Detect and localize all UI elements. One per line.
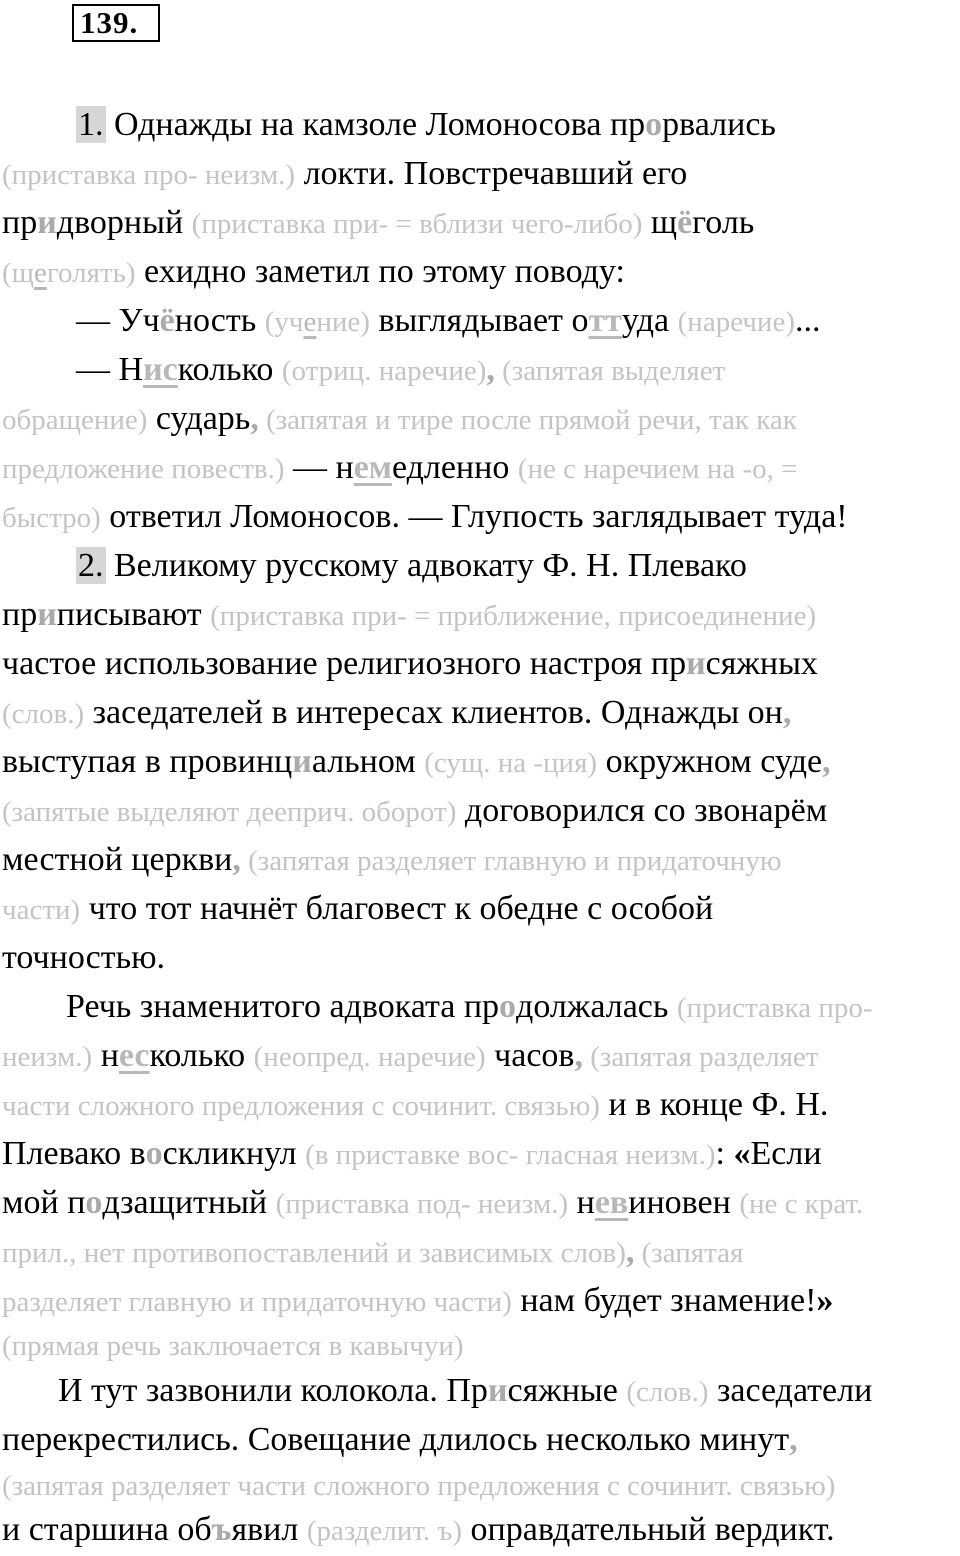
text: голь xyxy=(692,204,755,241)
text: дзащитный xyxy=(102,1184,276,1221)
text: точностью. xyxy=(2,939,166,976)
text: перекрестились. Совещание длилось несколько минут xyxy=(2,1421,790,1458)
text: сяжные xyxy=(507,1372,627,1409)
punctuation-highlight: , xyxy=(232,841,241,878)
text: частое использование религиозного настроя пр xyxy=(2,645,687,682)
underlined-spelling: ис xyxy=(143,351,178,388)
comment: (запятая выделяет xyxy=(494,355,726,387)
text-line-8 xyxy=(2,443,956,492)
comment: прил., нет противопоставлений и зависимых слов) xyxy=(2,1237,626,1269)
text: должалась xyxy=(516,988,677,1025)
vowel-highlight: о xyxy=(85,1184,103,1221)
text-line-19 xyxy=(2,982,956,1031)
text: едленно xyxy=(391,449,518,486)
quote-mark: » xyxy=(816,1282,834,1319)
text-line-26 xyxy=(2,1320,956,1369)
vowel-highlight: и xyxy=(487,1372,508,1409)
text: часов xyxy=(485,1037,575,1074)
comment: (не с наречием на -о, = xyxy=(517,453,798,485)
text: пр xyxy=(2,204,38,241)
comment: (неопред. наречие) xyxy=(253,1041,486,1073)
text-line-17 xyxy=(2,884,956,933)
comment: (разделит. ъ) xyxy=(306,1515,463,1547)
text: ехидно заметил по этому поводу: xyxy=(135,253,625,290)
text: договорился со звонарём xyxy=(456,792,828,829)
vowel-highlight: о xyxy=(499,988,517,1025)
text-line-25 xyxy=(2,1276,956,1325)
comment: (в приставке вос- гласная неизм.) xyxy=(305,1139,716,1171)
text: заседатели xyxy=(708,1372,873,1409)
comment: (приставка под- неизм.) xyxy=(275,1188,569,1220)
comment: ние) xyxy=(316,306,370,338)
text: — Н xyxy=(76,351,144,388)
comment: предложение повеств.) xyxy=(2,453,285,485)
text-line-18 xyxy=(2,933,956,982)
text: : xyxy=(715,1135,734,1172)
text: явил xyxy=(231,1511,307,1548)
comment: (запятая разделяет главную и придаточную xyxy=(240,845,782,877)
exercise-number: 139. xyxy=(72,4,160,42)
underlined-spelling: ес xyxy=(118,1037,150,1074)
paragraph-number: 1. xyxy=(78,106,104,143)
text: писывают xyxy=(56,596,211,633)
comment: (приставка про- xyxy=(676,992,873,1024)
comment: голять) xyxy=(46,257,136,289)
comment: (наречие) xyxy=(677,306,795,338)
comment: (приставка про- неизм.) xyxy=(2,159,296,191)
text: Великому русскому адвокату Ф. Н. Плевако xyxy=(105,547,747,584)
paragraph-number: 2. xyxy=(78,547,104,584)
text: пр xyxy=(2,596,38,633)
comment: (слов.) xyxy=(626,1376,709,1408)
text-line-13 xyxy=(2,688,956,737)
text: и в конце Ф. Н. xyxy=(599,1086,829,1123)
vowel-highlight: о xyxy=(145,1135,163,1172)
punctuation-highlight: , xyxy=(789,1421,798,1458)
text: мой п xyxy=(2,1184,86,1221)
vowel-highlight: и xyxy=(686,645,706,682)
underlined-spelling: ев xyxy=(594,1184,629,1221)
comment: части сложного предложения с сочинит. связью) xyxy=(2,1090,600,1122)
text: н xyxy=(92,1037,119,1074)
text: Речь знаменитого адвоката пр xyxy=(66,988,500,1025)
text: и старшина об xyxy=(2,1511,212,1548)
text-line-2 xyxy=(2,149,956,198)
text: локти. Повстречавший его xyxy=(295,155,688,192)
text: — Уч xyxy=(76,302,160,339)
punctuation-highlight: , xyxy=(250,400,259,437)
text-line-1 xyxy=(2,100,956,149)
text: щ xyxy=(642,204,678,241)
text-line-9 xyxy=(2,492,956,541)
text-line-10 xyxy=(2,541,956,590)
text: местной церкви xyxy=(2,841,233,878)
text-line-6 xyxy=(2,345,956,394)
text-line-3 xyxy=(2,198,956,247)
text: ответил Ломоносов. — Глупость заглядывает туда! xyxy=(100,498,848,535)
comment: части) xyxy=(2,894,81,926)
quote-mark: « xyxy=(733,1135,751,1172)
vowel-highlight: ё xyxy=(159,302,175,339)
punctuation-highlight: , xyxy=(782,694,792,731)
text-line-22 xyxy=(2,1129,956,1178)
underlined-spelling: тт xyxy=(588,302,622,339)
underlined-spelling: ем xyxy=(353,449,392,486)
vowel-highlight: и xyxy=(37,596,57,633)
text-line-4 xyxy=(2,247,956,296)
comment: (приставка при- = вблизи чего-либо) xyxy=(191,208,643,240)
vowel-highlight: ё xyxy=(677,204,693,241)
text: оправдательный вердикт. xyxy=(462,1511,835,1548)
comment: (не с крат. xyxy=(739,1188,864,1220)
text: ность xyxy=(174,302,265,339)
text-line-23 xyxy=(2,1178,956,1227)
vowel-highlight: о xyxy=(645,106,663,143)
text-line-11 xyxy=(2,590,956,639)
vowel-highlight: ъ xyxy=(211,1511,232,1548)
text-line-14 xyxy=(2,737,956,786)
punctuation-highlight: , xyxy=(822,743,831,780)
text: И тут зазвонили колокола. Пр xyxy=(58,1372,488,1409)
punctuation-highlight: , xyxy=(574,1037,583,1074)
text-line-16 xyxy=(2,835,956,884)
comment: (уч xyxy=(264,306,304,338)
text: выглядывает о xyxy=(369,302,589,339)
comment: обращение) xyxy=(2,404,148,436)
vowel-highlight: и xyxy=(37,204,57,241)
comment: (щ xyxy=(2,257,34,289)
text-line-27 xyxy=(2,1366,956,1415)
text: колько xyxy=(149,1037,254,1074)
comment: (отриц. наречие) xyxy=(281,355,487,387)
comment: (запятая разделяет xyxy=(582,1041,819,1073)
text-line-28 xyxy=(2,1415,956,1464)
text-line-30 xyxy=(2,1505,956,1554)
text: колько xyxy=(177,351,282,388)
comment-vowel: е xyxy=(34,257,47,289)
text: выступая в провинц xyxy=(2,743,293,780)
text: скликнул xyxy=(162,1135,306,1172)
text: окружном суде xyxy=(597,743,823,780)
comment: (запятая разделяет части сложного предложения с сочинит. связью) xyxy=(2,1470,836,1502)
comment: неизм.) xyxy=(2,1041,93,1073)
text: сяжных xyxy=(705,645,818,682)
text-line-20 xyxy=(2,1031,956,1080)
text-line-5 xyxy=(2,296,956,345)
comment: (приставка при- = приближение, присоединение) xyxy=(210,600,817,632)
text: ... xyxy=(794,302,821,339)
comment: (запятая xyxy=(634,1237,744,1269)
text: Плевако в xyxy=(2,1135,146,1172)
text: иновен xyxy=(628,1184,740,1221)
text: н xyxy=(568,1184,595,1221)
text: сударь xyxy=(147,400,251,437)
text: альном xyxy=(311,743,425,780)
text: что тот начнёт благовест к обедне с особой xyxy=(80,890,714,927)
punctuation-highlight: , xyxy=(486,351,495,388)
text-line-21 xyxy=(2,1080,956,1129)
text: нам будет знамение! xyxy=(511,1282,817,1319)
text-line-12 xyxy=(2,639,956,688)
comment: (запятая и тире после прямой речи, так как xyxy=(258,404,797,436)
comment: разделяет главную и придаточную части) xyxy=(2,1286,512,1318)
comment-vowel: е xyxy=(303,306,317,338)
text: Однажды на камзоле Ломоносова пр xyxy=(105,106,646,143)
comment: (запятые выделяют дееприч. оборот) xyxy=(2,796,457,828)
text: — н xyxy=(284,449,354,486)
comment: (сущ. на -ция) xyxy=(424,747,598,779)
text-line-15 xyxy=(2,786,956,835)
text-line-29 xyxy=(2,1460,956,1509)
text-line-24 xyxy=(2,1227,956,1276)
text: уда xyxy=(621,302,678,339)
text: Если xyxy=(750,1135,822,1172)
comment: (слов.) xyxy=(2,698,85,730)
vowel-highlight: и xyxy=(292,743,312,780)
text: рвались xyxy=(662,106,776,143)
comment: (прямая речь заключается в кавычуи) xyxy=(2,1330,464,1362)
punctuation-highlight: , xyxy=(625,1233,635,1270)
text: дворный xyxy=(56,204,192,241)
text: заседателей в интересах клиентов. Однажды он xyxy=(84,694,783,731)
text-line-7 xyxy=(2,394,956,443)
comment: быстро) xyxy=(2,502,101,534)
